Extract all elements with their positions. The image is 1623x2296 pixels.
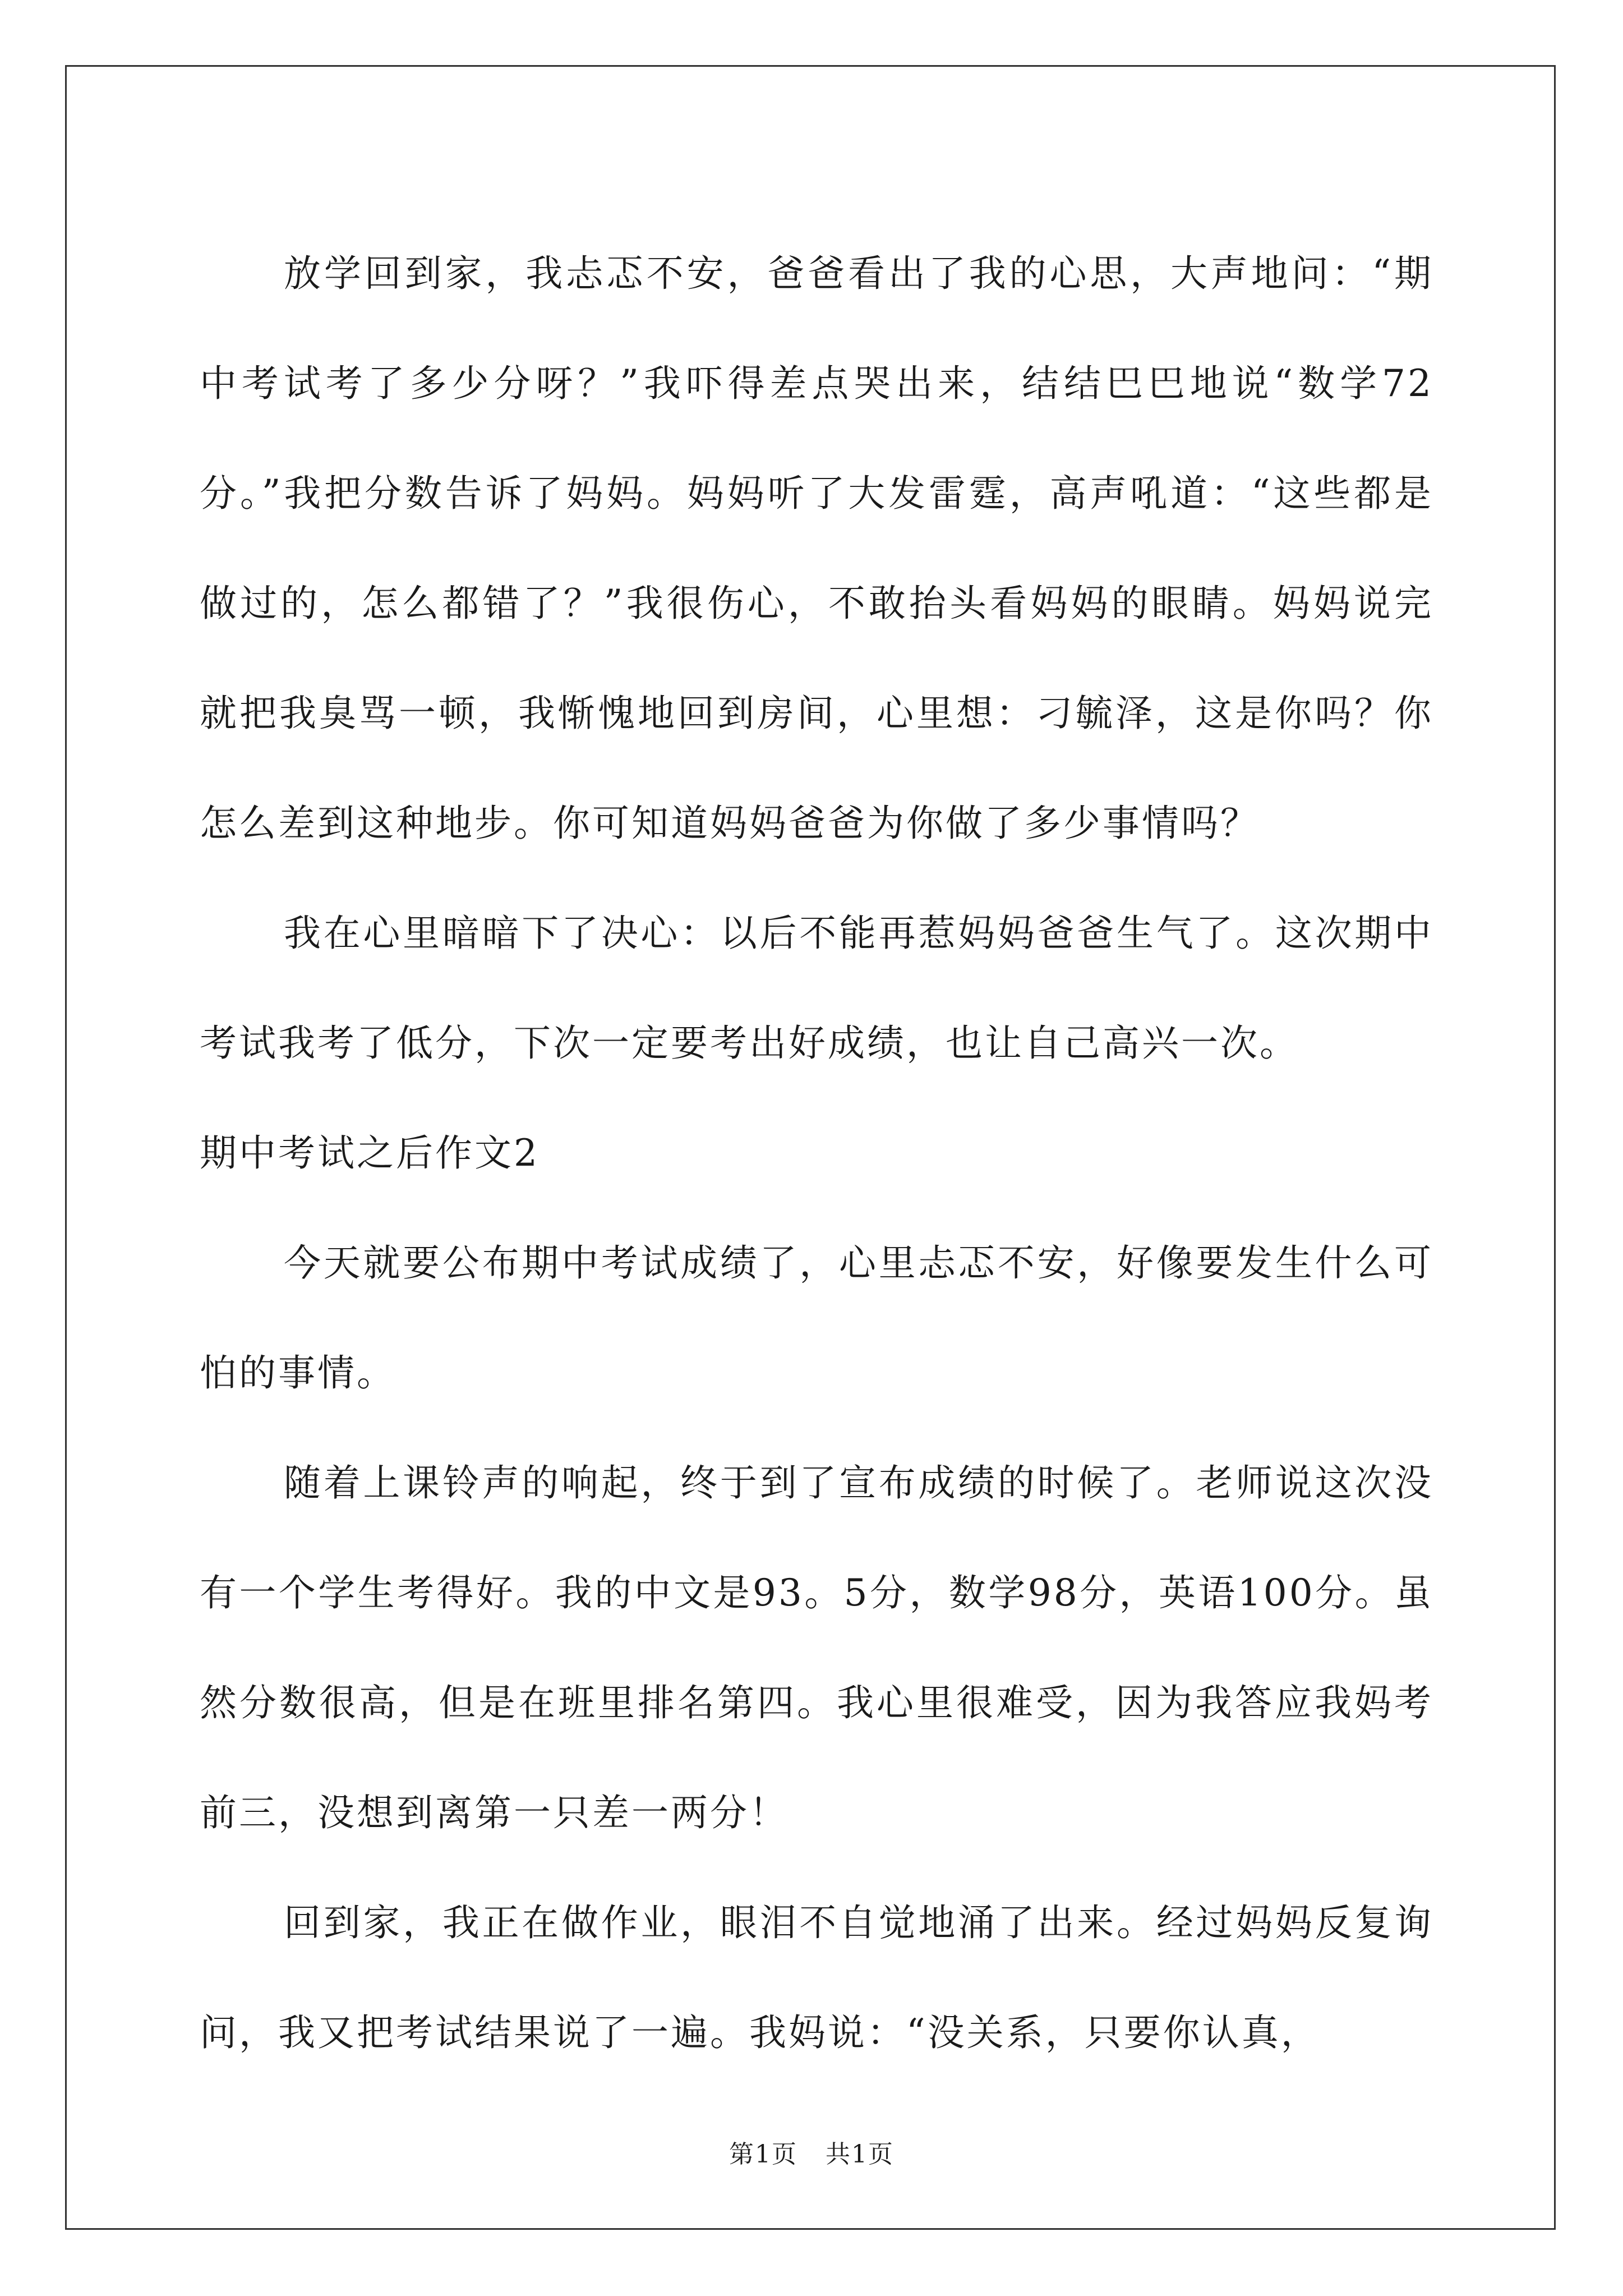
document-body <box>200 219 1433 2088</box>
paragraph: 回到家，我正在做作业，眼泪不自觉地涌了出来。经过妈妈反复询问，我又把考试结果说了一遍。我妈说：“没关系，只要你认真， <box>200 1901 1433 2054</box>
page-footer <box>0 2134 1623 2170</box>
page-number: 第1页 <box>729 2140 797 2169</box>
section-heading: 期中考试之后作文2 <box>200 1131 540 1175</box>
paragraph: 今天就要公布期中考试成绩了，心里忐忑不安，好像要发生什么可怕的事情。 <box>200 1241 1433 1395</box>
paragraph: 放学回到家，我忐忑不安，爸爸看出了我的心思，大声地问：“期中考试考了多少分呀？”我吓得差点哭出来，结结巴巴地说“数学72分。”我把分数告诉了妈妈。妈妈听了大发雷霆，高声吼道：“这些都是做过的，怎么都错了？”我很伤心，不敢抬头看妈妈的眼睛。妈妈说完就把我臭骂一顿，我惭愧地回到房间，心里想：刁毓泽，这是你吗？你怎么差到这种地步。你可知道妈妈爸爸为你做了多少事情吗？ <box>200 252 1433 845</box>
page-total: 共1页 <box>826 2140 894 2169</box>
paragraph: 随着上课铃声的响起，终于到了宣布成绩的时候了。老师说这次没有一个学生考得好。我的中文是93。5分，数学98分，英语100分。虽然分数很高，但是在班里排名第四。我心里很难受，因为我答应我妈考前三，没想到离第一只差一两分！ <box>200 1461 1433 1834</box>
paragraph: 我在心里暗暗下了决心：以后不能再惹妈妈爸爸生气了。这次期中考试我考了低分，下次一定要考出好成绩，也让自己高兴一次。 <box>200 912 1433 1065</box>
